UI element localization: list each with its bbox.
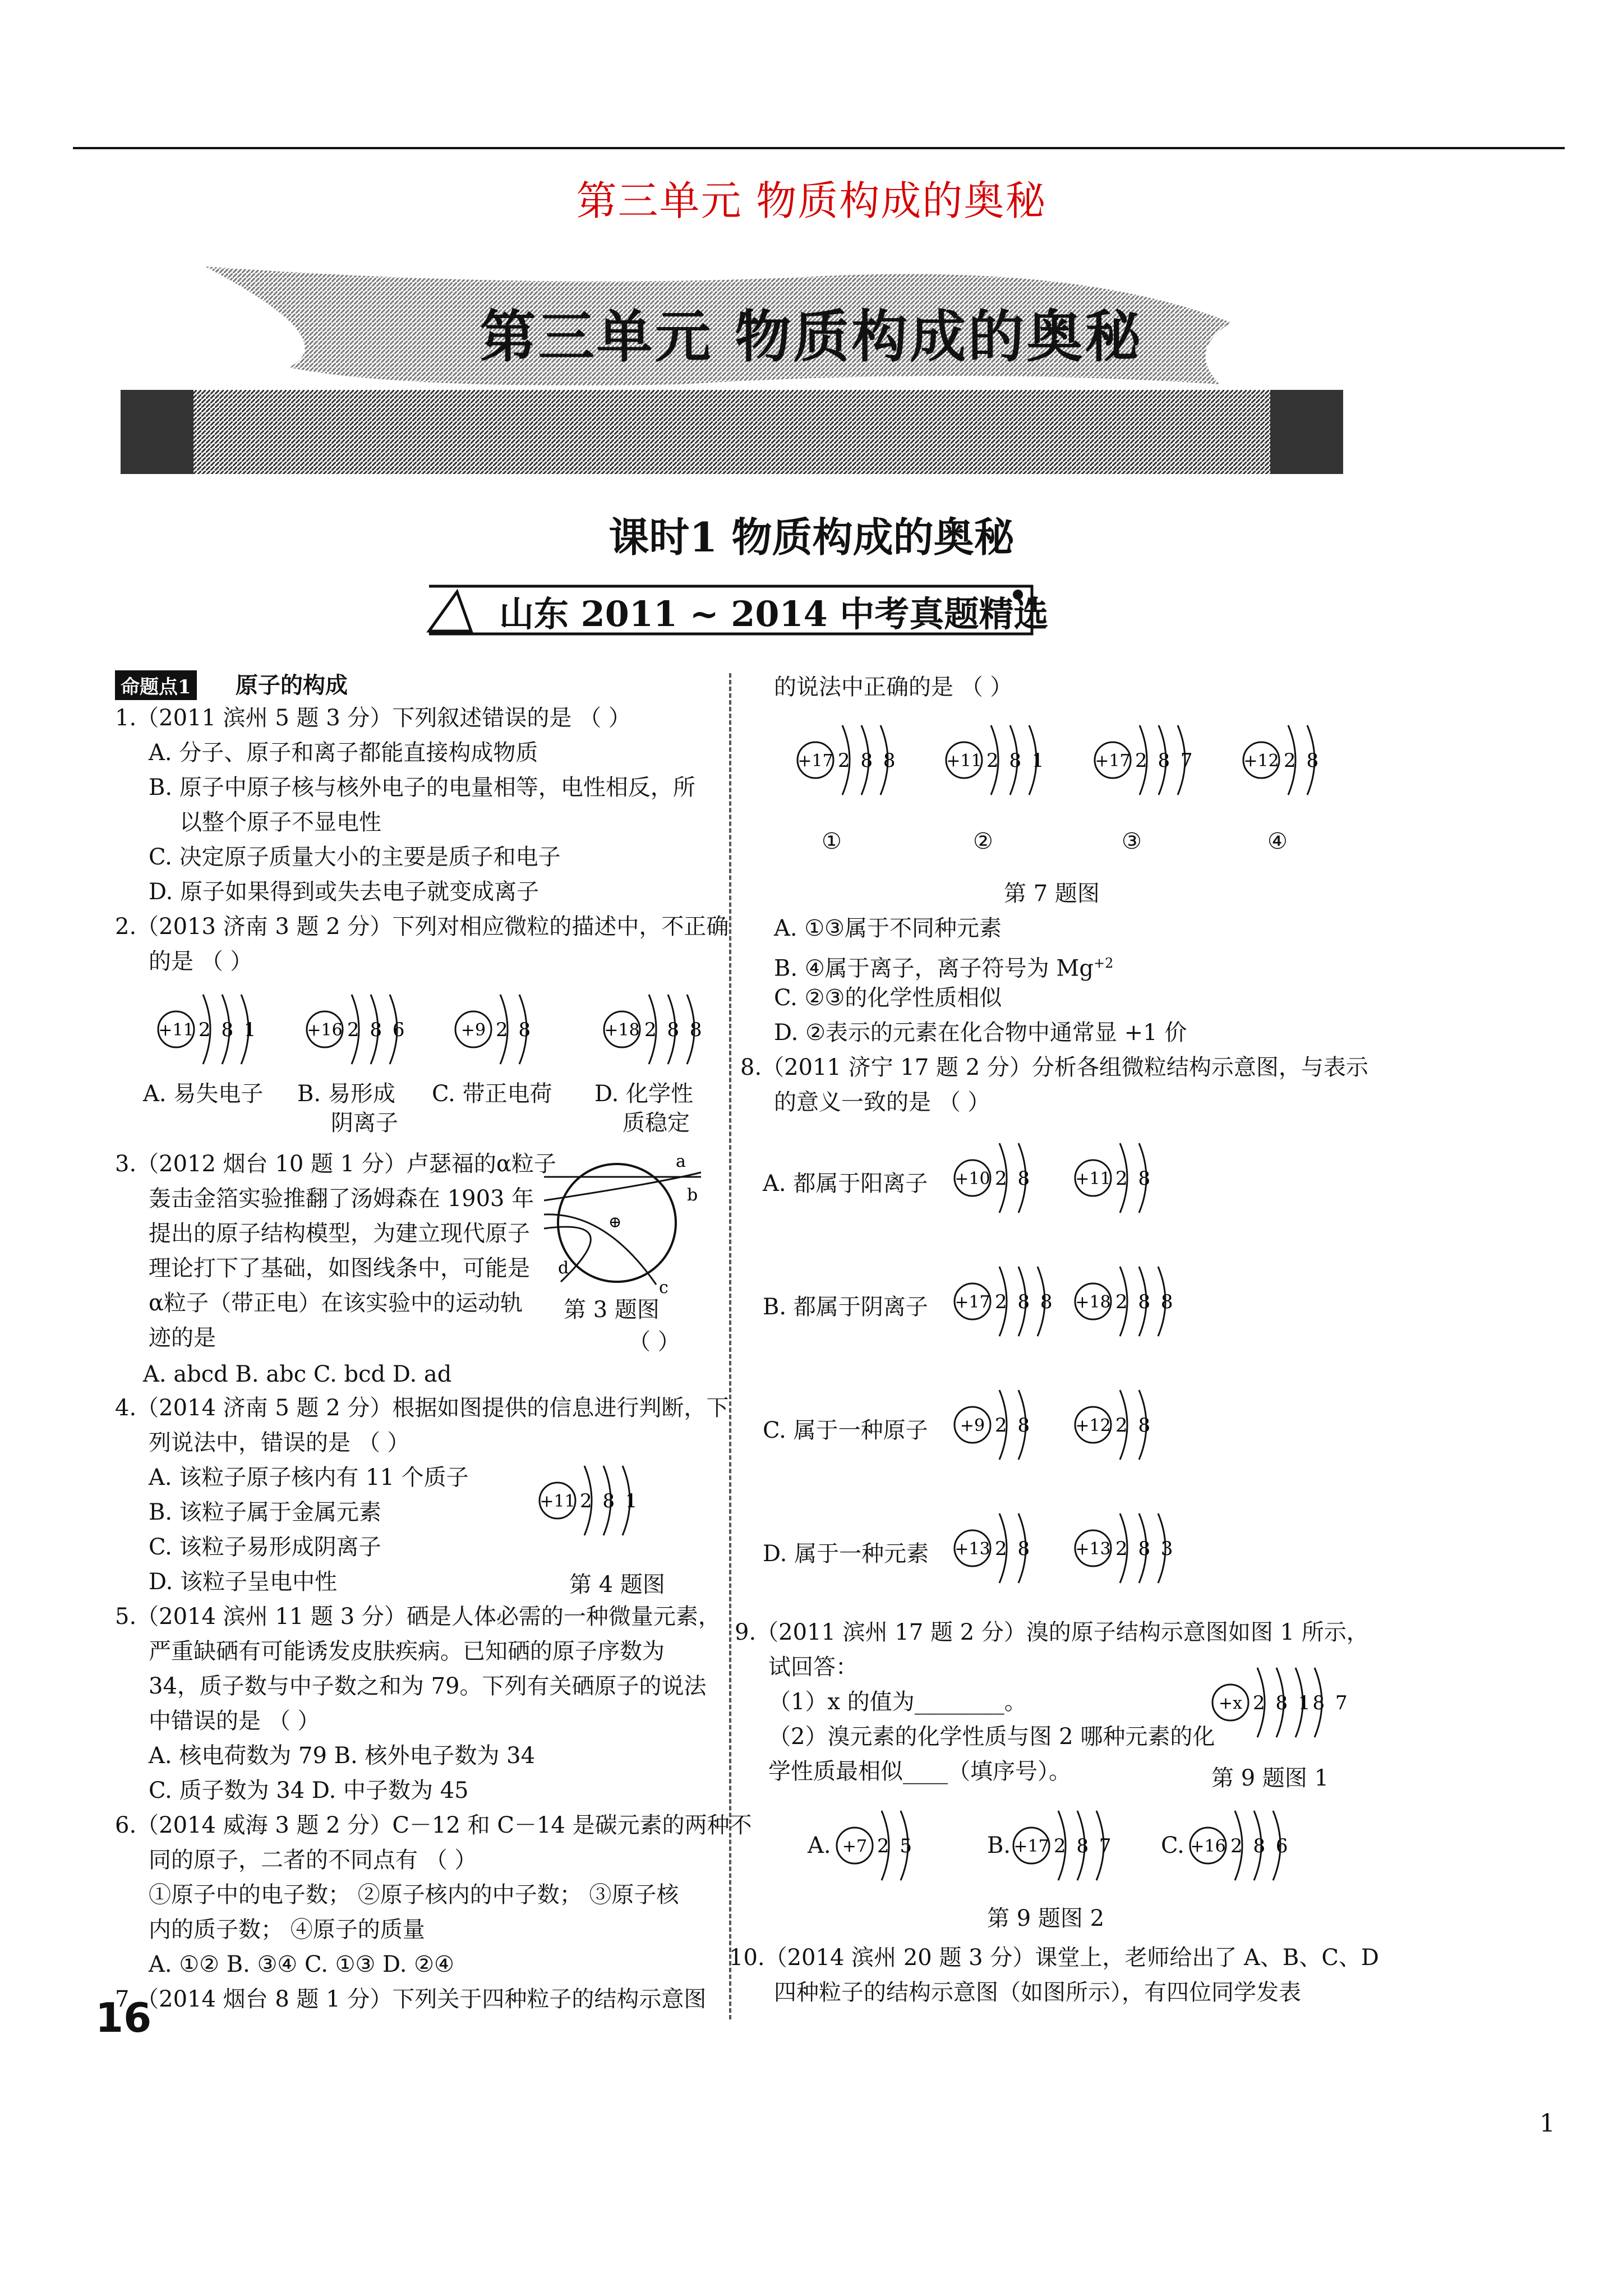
q3-line3: 提出的原子结构模型，为建立现代原子 (149, 1221, 530, 1246)
q9-bromine-atom (1212, 1668, 1350, 1737)
q2-atom-1-electrons: 2 8 1 (199, 1019, 259, 1041)
q8-atom-4-1 (955, 1513, 1032, 1583)
q1-c: C. 决定原子质量大小的主要是质子和电子 (149, 844, 561, 870)
q2-stem: 2.（2013 济南 3 题 2 分）下列对相应微粒的描述中，不正确 (115, 914, 729, 940)
q7-b: B. ④属于离子，离子符号为 $Mg^{+2}$ (774, 955, 1114, 982)
q2-option-a: A. 易失电子 (143, 1081, 264, 1107)
q3-label-b: b (687, 1185, 698, 1205)
q2-atom-2-nucleus: +16 (307, 1020, 343, 1040)
q9-atom-b-nucleus: +17 (1013, 1837, 1049, 1856)
q7-atom-1-nucleus: +17 (797, 751, 833, 771)
q9-stem2: 试回答： (768, 1654, 858, 1680)
q7-caption: 第 7 题图 (1004, 881, 1100, 907)
q8-atom-1-2-nucleus: +11 (1075, 1169, 1111, 1189)
q2-atom-4-electrons: 2 8 8 (644, 1019, 704, 1041)
q2-atom-3 (455, 995, 533, 1064)
q7-stem: 7.（2014 烟台 8 题 1 分）下列关于四种粒子的结构示意图 (115, 1986, 707, 2012)
q6-line1: 6.（2014 威海 3 题 2 分）C－12 和 C－14 是碳元素的两种不 (115, 1812, 752, 1838)
q7-c: C. ②③的化学性质相似 (774, 985, 1002, 1011)
svg-text:⊕: ⊕ (608, 1213, 622, 1231)
q9-part2b: 学性质最相似____（填序号）。 (768, 1759, 1071, 1784)
q7-atom-3 (1095, 725, 1195, 795)
q7-label-3: ③ (1122, 829, 1142, 854)
q8-atom-4-1-electrons: 2 8 (995, 1538, 1032, 1560)
q4-caption: 第 4 题图 (569, 1572, 665, 1598)
q2-option-b2: 阴离子 (331, 1110, 398, 1136)
q7-label-2: ② (973, 829, 993, 854)
q8-atom-2-1 (955, 1267, 1055, 1336)
q4-d: D. 该粒子呈电中性 (149, 1569, 338, 1595)
q2-atom-4-nucleus: +18 (604, 1020, 640, 1040)
q8-atom-4-1-nucleus: +13 (955, 1539, 990, 1559)
q9-part2: （2）溴元素的化学性质与图 2 哪种元素的化 (768, 1724, 1215, 1750)
q7-atom-3-nucleus: +17 (1095, 751, 1131, 771)
q8-atom-2-2-electrons: 2 8 8 (1115, 1291, 1175, 1313)
q8-atom-1-2 (1075, 1143, 1152, 1213)
q3-label-a: a (676, 1152, 686, 1171)
q2-option-d2: 质稳定 (623, 1110, 690, 1136)
q7-atom-4-electrons: 2 8 (1284, 749, 1321, 772)
q7-a: A. ①③属于不同种元素 (774, 915, 1002, 941)
q7-atom-3-electrons: 2 8 7 (1135, 749, 1195, 772)
q3-caption: 第 3 题图 (564, 1297, 660, 1323)
q4-atom-electrons: 2 8 1 (580, 1490, 640, 1512)
q8-atom-2-2-nucleus: +18 (1075, 1292, 1111, 1312)
q8-atom-3-1-electrons: 2 8 (995, 1414, 1032, 1437)
q1-d: D. 原子如果得到或失去电子就变成离子 (149, 879, 540, 905)
q4-atom-nucleus: +11 (540, 1492, 575, 1511)
q9-part1: （1）x 的值为________。 (768, 1689, 1027, 1715)
q5-line2: 严重缺硒有可能诱发皮肤疾病。已知硒的原子序数为 (149, 1639, 665, 1664)
page-number: 16 (95, 1994, 152, 2041)
q8-atom-4-2-electrons: 2 8 3 (1115, 1538, 1175, 1560)
exam-box-title: 山东 2011 ~ 2014 中考真题精选 (499, 593, 1049, 634)
q9-atom-c-electrons: 2 8 6 (1230, 1835, 1290, 1857)
banner-title: 第三单元 物质构成的奥秘 (479, 303, 1144, 370)
q4-c: C. 该粒子易形成阴离子 (149, 1534, 381, 1560)
q8-option-b: B. 都属于阴离子 (763, 1294, 928, 1320)
q2-atom-2 (307, 995, 407, 1064)
q2-atom-1-nucleus: +11 (158, 1020, 194, 1040)
q8-atom-3-2-nucleus: +12 (1075, 1416, 1111, 1435)
q7-stem2: 的说法中正确的是 （ ） (774, 674, 1013, 700)
q6-options: A. ①② B. ③④ C. ①③ D. ②④ (149, 1952, 454, 1977)
q7-d: D. ②表示的元素在化合物中通常显 +1 价 (774, 1020, 1187, 1046)
q7-diagrams (785, 712, 1346, 808)
q4-a: A. 该粒子原子核内有 11 个质子 (149, 1465, 469, 1490)
q8-option-a: A. 都属于阳离子 (763, 1171, 928, 1197)
q8-atom-1-1 (955, 1143, 1032, 1213)
q8-atom-3-1 (955, 1390, 1032, 1460)
q9-label-c: C. (1161, 1833, 1184, 1858)
q2-option-b: B. 易形成 (297, 1081, 395, 1107)
q9-figure1 (1206, 1655, 1391, 1750)
q4-stem: 4.（2014 济南 5 题 2 分）根据如图提供的信息进行判断，下 (115, 1395, 729, 1421)
q1-a: A. 分子、原子和离子都能直接构成物质 (149, 740, 538, 766)
q9-atom-b-electrons: 2 8 7 (1054, 1835, 1114, 1857)
q3-paren: （ ） (628, 1329, 680, 1355)
q5-cd: C. 质子数为 34 D. 中子数为 45 (149, 1778, 469, 1803)
q7-label-4: ④ (1267, 829, 1288, 854)
q1-b2: 以整个原子不显电性 (179, 809, 381, 835)
q3-line2: 轰击金箔实验推翻了汤姆森在 1903 年 (149, 1186, 534, 1212)
q8-option-c: C. 属于一种原子 (763, 1418, 928, 1443)
q9-bromine-atom-electrons: 2 8 18 7 (1253, 1692, 1350, 1714)
q7-atom-1-electrons: 2 8 8 (838, 749, 898, 772)
q2-atom-4 (604, 995, 704, 1064)
topic-tag: 命题点1 (115, 670, 197, 700)
q2-atom-3-nucleus: +9 (460, 1020, 486, 1040)
q3-line5: α粒子（带正电）在该实验中的运动轨 (149, 1290, 523, 1316)
unit-banner (121, 255, 1343, 491)
q7-atom-4-nucleus: +12 (1243, 751, 1279, 771)
q8-atom-2-1-nucleus: +17 (955, 1292, 990, 1312)
q2-option-c: C. 带正电荷 (432, 1081, 552, 1107)
corner-page-number: 1 (1539, 2109, 1555, 2138)
q8-atom-1-1-nucleus: +10 (955, 1169, 990, 1189)
q9-figure2 (830, 1801, 1335, 1890)
q2-atom-1 (158, 995, 259, 1064)
q4-atom (540, 1466, 640, 1535)
q6-line3: ①原子中的电子数； ②原子核内的中子数； ③原子核 (149, 1882, 679, 1908)
lesson-title: 课时1 物质构成的奥秘 (608, 513, 1015, 561)
q2-atom-2-electrons: 2 8 6 (347, 1019, 407, 1041)
q9-atom-c (1190, 1811, 1290, 1880)
q9-caption2: 第 9 题图 2 (987, 1906, 1105, 1931)
q9-atom-a-nucleus: +7 (842, 1837, 868, 1856)
q8-atom-1-2-electrons: 2 8 (1115, 1167, 1153, 1190)
q1-b: B. 原子中原子核与核外电子的电量相等，电性相反，所 (149, 775, 695, 800)
q9-stem: 9.（2011 滨州 17 题 2 分）溴的原子结构示意图如图 1 所示， (735, 1619, 1369, 1645)
q7-atom-4 (1243, 725, 1321, 795)
q9-bromine-atom-nucleus: +x (1218, 1694, 1243, 1713)
q9-atom-c-nucleus: +16 (1190, 1837, 1226, 1856)
q7-b-sup: +2 (1093, 955, 1114, 971)
q6-line2: 同的原子，二者的不同点有 （ ） (149, 1847, 477, 1873)
q8-atom-2-2 (1075, 1267, 1175, 1336)
q9-atom-a-electrons: 2 5 (877, 1835, 915, 1857)
q7-atom-2-electrons: 2 8 1 (986, 749, 1046, 772)
q4-stem2: 列说法中，错误的是 （ ） (149, 1430, 410, 1456)
q8-atom-2-1-electrons: 2 8 8 (995, 1291, 1055, 1313)
q5-ab: A. 核电荷数为 79 B. 核外电子数为 34 (149, 1743, 536, 1769)
q3-line1: 3.（2012 烟台 10 题 1 分）卢瑟福的α粒子 (115, 1151, 556, 1177)
q10-stem2: 四种粒子的结构示意图（如图所示），有四位同学发表 (774, 1980, 1301, 2005)
q3-label-c: c (659, 1278, 668, 1296)
q3-line4: 理论打下了基础，如图线条中，可能是 (149, 1255, 530, 1281)
q10-stem: 10.（2014 滨州 20 题 3 分）课堂上，老师给出了 A、B、C、D (729, 1945, 1380, 1971)
q7-atom-2-nucleus: +11 (946, 751, 982, 771)
red-unit-title: 第三单元 物质构成的奥秘 (576, 177, 1047, 224)
q3-line6: 迹的是 (149, 1325, 216, 1351)
q3-figure (544, 1150, 712, 1296)
q8-atom-4-2 (1075, 1513, 1175, 1583)
q4-diagram (533, 1458, 701, 1543)
q5-line1: 5.（2014 滨州 11 题 3 分）硒是人体必需的一种微量元素， (115, 1604, 721, 1630)
q8-option-d: D. 属于一种元素 (763, 1541, 929, 1567)
q2-stem2: 的是 （ ） (149, 949, 253, 974)
q9-label-b: B. (987, 1833, 1011, 1858)
top-rule (73, 147, 1565, 149)
topic-label: 原子的构成 (236, 672, 348, 698)
q2-option-d: D. 化学性 (594, 1081, 694, 1107)
q3-label-d: d (558, 1258, 569, 1278)
q8-atom-4-2-nucleus: +13 (1075, 1539, 1111, 1559)
q1-stem: 1.（2011 滨州 5 题 3 分）下列叙述错误的是 （ ） (115, 705, 631, 731)
q5-line4: 中错误的是 （ ） (149, 1708, 320, 1734)
q8-atom-3-1-nucleus: +9 (960, 1416, 985, 1435)
q6-line4: 内的质子数； ④原子的质量 (149, 1917, 425, 1943)
q3-options: A. abcd B. abc C. bcd D. ad (143, 1361, 452, 1387)
q7-atom-2 (946, 725, 1046, 795)
q9-atom-b (1013, 1811, 1114, 1880)
q9-atom-a (837, 1811, 914, 1880)
q8-stem2: 的意义一致的是 （ ） (774, 1089, 990, 1115)
q8-atom-1-1-electrons: 2 8 (995, 1167, 1032, 1190)
q8-atom-3-2-electrons: 2 8 (1115, 1414, 1153, 1437)
q2-atom-3-electrons: 2 8 (496, 1019, 533, 1041)
q7-atom-1 (797, 725, 898, 795)
q2-diagrams (151, 987, 723, 1071)
q7-label-1: ① (822, 829, 842, 854)
q8-atom-3-2 (1075, 1390, 1152, 1460)
q9-caption1: 第 9 题图 1 (1211, 1765, 1329, 1791)
q5-line3: 34，质子数与中子数之和为 79。下列有关硒原子的说法 (149, 1673, 707, 1699)
q9-label-a: A. (808, 1833, 831, 1858)
q8-stem: 8.（2011 济宁 17 题 2 分）分析各组微粒结构示意图，与表示 (740, 1055, 1368, 1080)
q8-diagrams (948, 1133, 1312, 1616)
q4-b: B. 该粒子属于金属元素 (149, 1499, 381, 1525)
pencil-icon (429, 592, 471, 631)
